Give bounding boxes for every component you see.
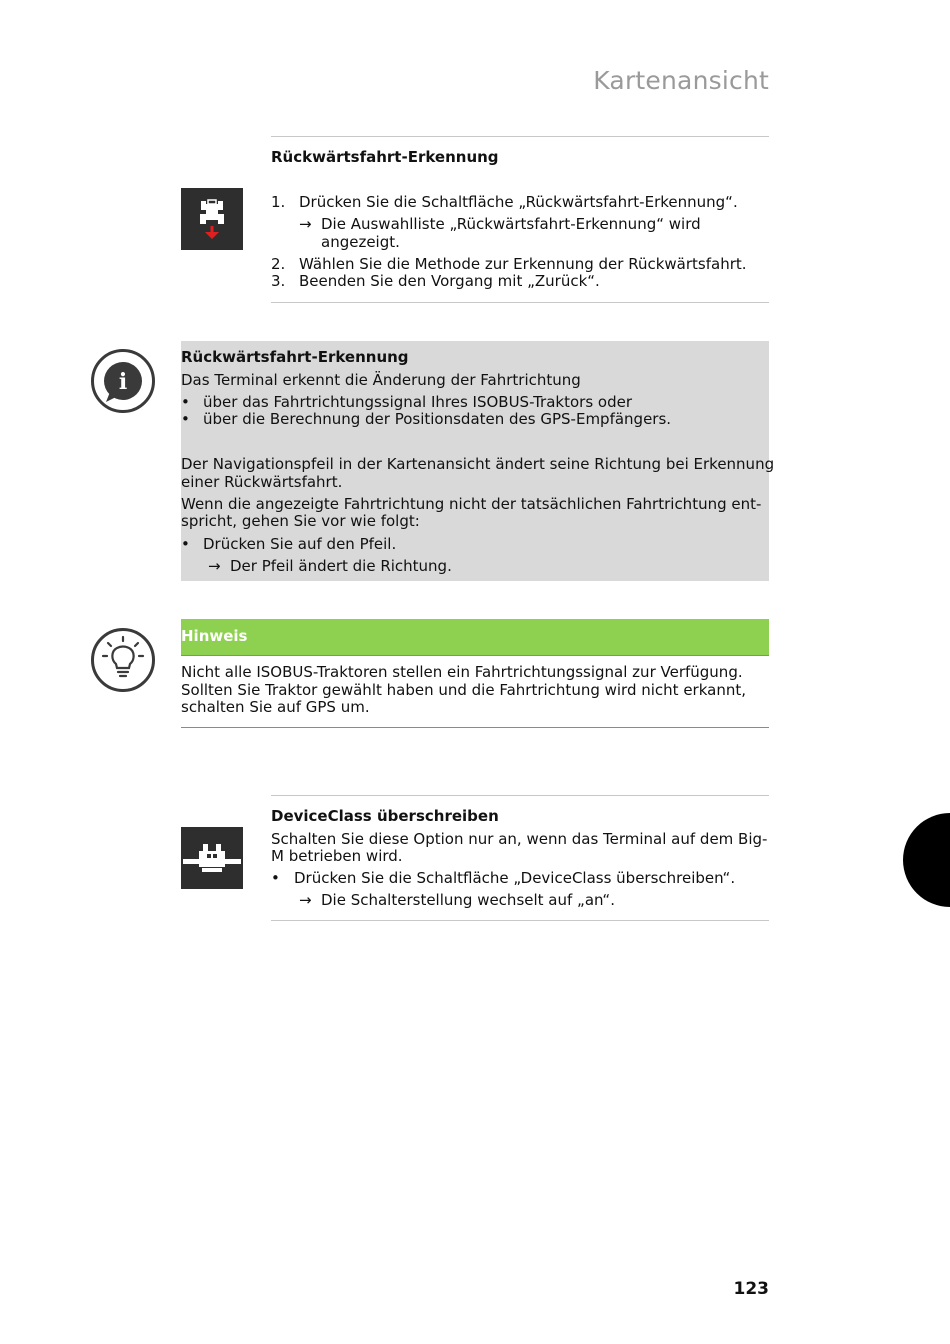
- hint-text: Nicht alle ISOBUS-Traktoren stellen ein Fahrtrichtungssignal zur Verfügung.: [181, 663, 743, 681]
- deviceclass-button-icon: [181, 827, 243, 889]
- section-divider: [271, 136, 769, 137]
- step-text: Wählen Sie die Methode zur Erkennung der Rückwärtsfahrt.: [299, 255, 747, 273]
- bullet: •: [271, 869, 280, 887]
- step-number: 3.: [271, 272, 286, 290]
- info-bullet-text: über das Fahrtrichtungssignal Ihres ISOBUS-Traktors oder: [203, 393, 633, 411]
- section-divider: [271, 795, 769, 796]
- info-paragraph: Der Navigationspfeil in der Kartenansicht ändert seine Richtung bei Erkennung: [181, 455, 775, 473]
- result-arrow: →: [299, 891, 312, 909]
- info-box-title: Rückwärtsfahrt-Erkennung: [181, 348, 409, 366]
- step-text: Beenden Sie den Vorgang mit „Zurück“.: [299, 272, 600, 290]
- page-header-title: Kartenansicht: [593, 66, 769, 95]
- hint-bottom-rule: [181, 727, 769, 728]
- hint-title: Hinweis: [181, 627, 248, 645]
- chapter-tab-marker: [903, 813, 950, 907]
- hint-title-bar: [181, 619, 769, 655]
- result-text-continued: angezeigt.: [321, 233, 400, 251]
- result-arrow: →: [208, 557, 221, 575]
- section-description-continued: M betrieben wird.: [271, 847, 403, 865]
- step-number: 2.: [271, 255, 286, 273]
- bullet: •: [181, 410, 190, 428]
- info-action-text: Drücken Sie auf den Pfeil.: [203, 535, 397, 553]
- info-paragraph-continued: spricht, gehen Sie vor wie folgt:: [181, 512, 420, 530]
- section-divider: [271, 302, 769, 303]
- hint-text: Sollten Sie Traktor gewählt haben und die Fahrtrichtung wird nicht erkannt,: [181, 681, 746, 699]
- section-title: Rückwärtsfahrt-Erkennung: [271, 148, 499, 166]
- hint-title-underline: [181, 655, 769, 656]
- info-paragraph-continued: einer Rückwärtsfahrt.: [181, 473, 343, 491]
- step-number: 1.: [271, 193, 286, 211]
- info-icon-letter: i: [118, 369, 128, 395]
- result-text: Die Auswahlliste „Rückwärtsfahrt-Erkennung“ wird: [321, 215, 701, 233]
- info-result-text: Der Pfeil ändert die Richtung.: [230, 557, 452, 575]
- section-divider: [271, 920, 769, 921]
- info-paragraph: Wenn die angezeigte Fahrtrichtung nicht der tatsächlichen Fahrtrichtung ent-: [181, 495, 762, 513]
- info-bullet-text: über die Berechnung der Positionsdaten des GPS-Empfängers.: [203, 410, 672, 428]
- section-title: DeviceClass überschreiben: [271, 807, 499, 825]
- page-number: 123: [733, 1279, 769, 1299]
- result-text: Die Schalterstellung wechselt auf „an“.: [321, 891, 615, 909]
- info-box-intro: Das Terminal erkennt die Änderung der Fahrtrichtung: [181, 371, 581, 389]
- bullet: •: [181, 393, 190, 411]
- bullet: •: [181, 535, 190, 553]
- action-text: Drücken Sie die Schaltfläche „DeviceClass überschreiben“.: [294, 869, 736, 887]
- info-icon: [91, 349, 155, 413]
- hint-text: schalten Sie auf GPS um.: [181, 698, 370, 716]
- reverse-detection-button-icon: [181, 188, 243, 250]
- lightbulb-icon: [91, 628, 155, 692]
- section-description: Schalten Sie diese Option nur an, wenn das Terminal auf dem Big-: [271, 830, 768, 848]
- step-text: Drücken Sie die Schaltfläche „Rückwärtsfahrt-Erkennung“.: [299, 193, 738, 211]
- result-arrow: →: [299, 215, 312, 233]
